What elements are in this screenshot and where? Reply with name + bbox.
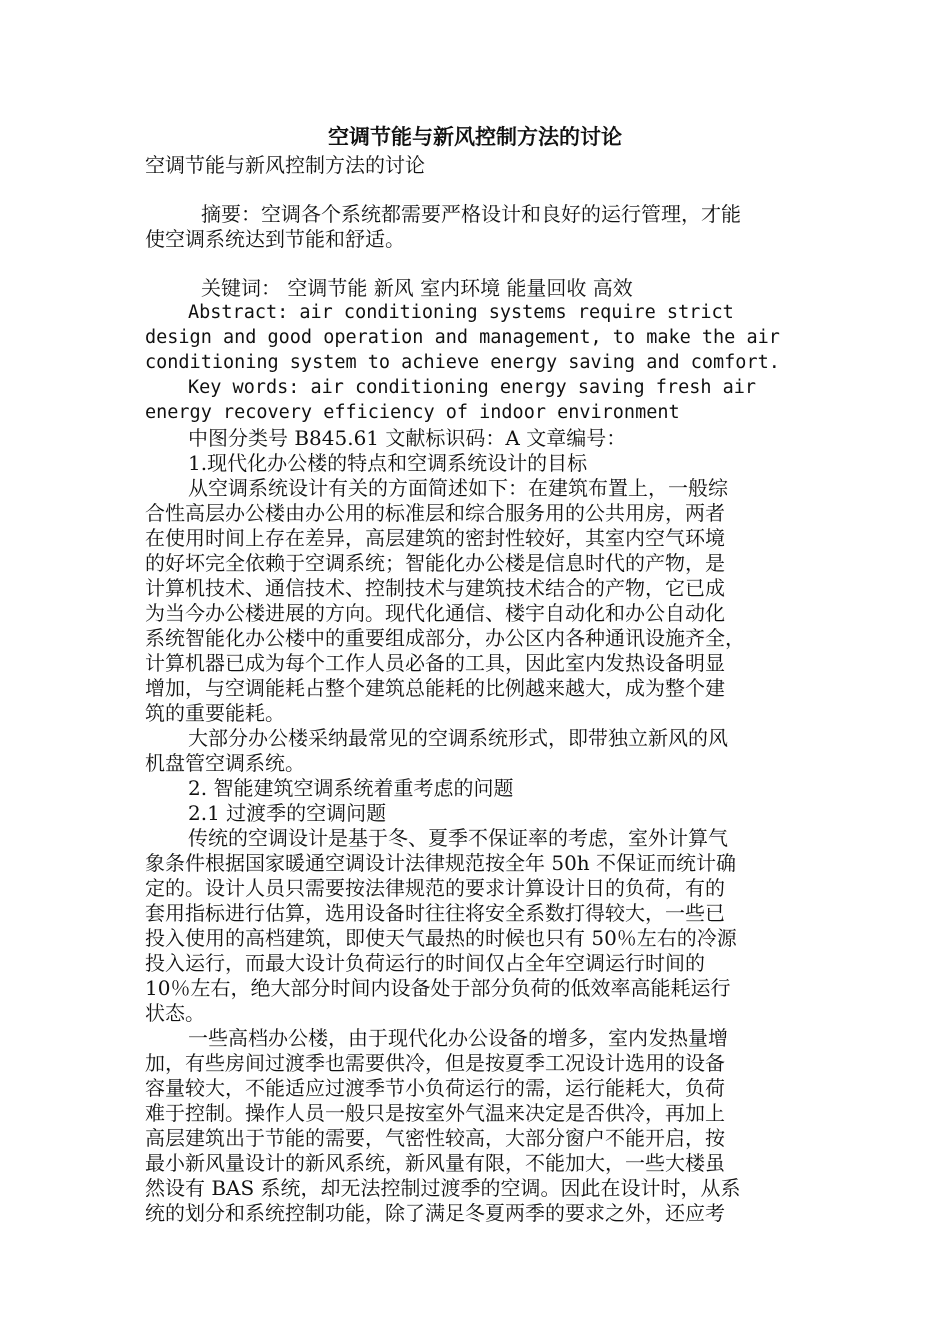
body-line: 在使用时间上存在差异，高层建筑的密封性较好，其室内空气环境 xyxy=(145,526,725,550)
classification-line: 中图分类号 B845.61 文献标识码：A 文章编号： xyxy=(188,426,627,450)
body-line: 大部分办公楼采纳最常见的空调系统形式，即带独立新风的风 xyxy=(188,726,728,750)
subsection-heading: 2.1 过渡季的空调问题 xyxy=(188,801,387,825)
subtitle-line: 空调节能与新风控制方法的讨论 xyxy=(145,153,425,177)
abstract-en-line: conditioning system to achieve energy saving and comfort. xyxy=(145,352,780,373)
body-line: 象条件根据国家暖通空调设计法律规范按全年 50h 不保证而统计确 xyxy=(145,851,737,875)
body-line: 从空调系统设计有关的方面简述如下：在建筑布置上，一般综 xyxy=(188,476,728,500)
body-line: 然设有 BAS 系统，却无法控制过渡季的空调。因此在设计时，从系 xyxy=(145,1176,741,1200)
body-line: 计算机技术、通信技术、控制技术与建筑技术结合的产物，它已成 xyxy=(145,576,725,600)
body-line: 投入使用的高档建筑，即使天气最热的时候也只有 50％左右的冷源 xyxy=(145,926,737,950)
body-line: 机盘管空调系统。 xyxy=(145,751,305,775)
section-heading: 2. 智能建筑空调系统着重考虑的问题 xyxy=(188,776,514,800)
body-line: 高层建筑出于节能的需要，气密性较高，大部分窗户不能开启，按 xyxy=(145,1126,725,1150)
body-line: 合性高层办公楼由办公用的标准层和综合服务用的公共用房，两者 xyxy=(145,501,725,525)
abstract-cn-line: 使空调系统达到节能和舒适。 xyxy=(145,227,405,251)
body-line: 投入运行，而最大设计负荷运行的时间仅占全年空调运行时间的 xyxy=(145,951,705,975)
body-line: 计算机器已成为每个工作人员必备的工具，因此室内发热设备明显 xyxy=(145,651,725,675)
body-line: 系统智能化办公楼中的重要组成部分，办公区内各种通讯设施齐全， xyxy=(145,626,745,650)
keywords-cn-line: 关键词： 空调节能 新风 室内环境 能量回收 高效 xyxy=(201,276,633,300)
body-line: 套用指标进行估算，选用设备时往往将安全系数打得较大，一些已 xyxy=(145,901,725,925)
body-line: 定的。设计人员只需要按法律规范的要求计算设计日的负荷，有的 xyxy=(145,876,725,900)
keywords-en-line: Key words: air conditioning energy saving fresh air xyxy=(188,377,757,398)
body-line: 为当今办公楼进展的方向。现代化通信、楼宇自动化和办公自动化 xyxy=(145,601,725,625)
section-heading: 1.现代化办公楼的特点和空调系统设计的目标 xyxy=(188,451,588,475)
body-line: 增加，与空调能耗占整个建筑总能耗的比例越来越大，成为整个建 xyxy=(145,676,725,700)
abstract-cn-line: 摘要：空调各个系统都需要严格设计和良好的运行管理，才能 xyxy=(201,202,741,226)
body-line: 筑的重要能耗。 xyxy=(145,701,285,725)
body-line: 一些高档办公楼，由于现代化办公设备的增多，室内发热量增 xyxy=(188,1026,728,1050)
body-line: 状态。 xyxy=(145,1001,205,1025)
body-line: 最小新风量设计的新风系统，新风量有限，不能加大，一些大楼虽 xyxy=(145,1151,725,1175)
body-line: 难于控制。操作人员一般只是按室外气温来决定是否供冷，再加上 xyxy=(145,1101,725,1125)
body-line: 统的划分和系统控制功能，除了满足冬夏两季的要求之外，还应考 xyxy=(145,1201,725,1225)
body-line: 的好坏完全依赖于空调系统；智能化办公楼是信息时代的产物，是 xyxy=(145,551,725,575)
body-line: 加，有些房间过渡季也需要供冷，但是按夏季工况设计选用的设备 xyxy=(145,1051,725,1075)
abstract-en-line: Abstract: air conditioning systems require strict xyxy=(188,302,734,323)
document-title: 空调节能与新风控制方法的讨论 xyxy=(328,124,622,149)
abstract-en-line: design and good operation and management, to make the air xyxy=(145,327,780,348)
keywords-en-line: energy recovery efficiency of indoor environment xyxy=(145,402,680,423)
body-line: 10％左右，绝大部分时间内设备处于部分负荷的低效率高能耗运行 xyxy=(145,976,731,1000)
body-line: 容量较大，不能适应过渡季节小负荷运行的需，运行能耗大，负荷 xyxy=(145,1076,725,1100)
body-line: 传统的空调设计是基于冬、夏季不保证率的考虑，室外计算气 xyxy=(188,826,728,850)
